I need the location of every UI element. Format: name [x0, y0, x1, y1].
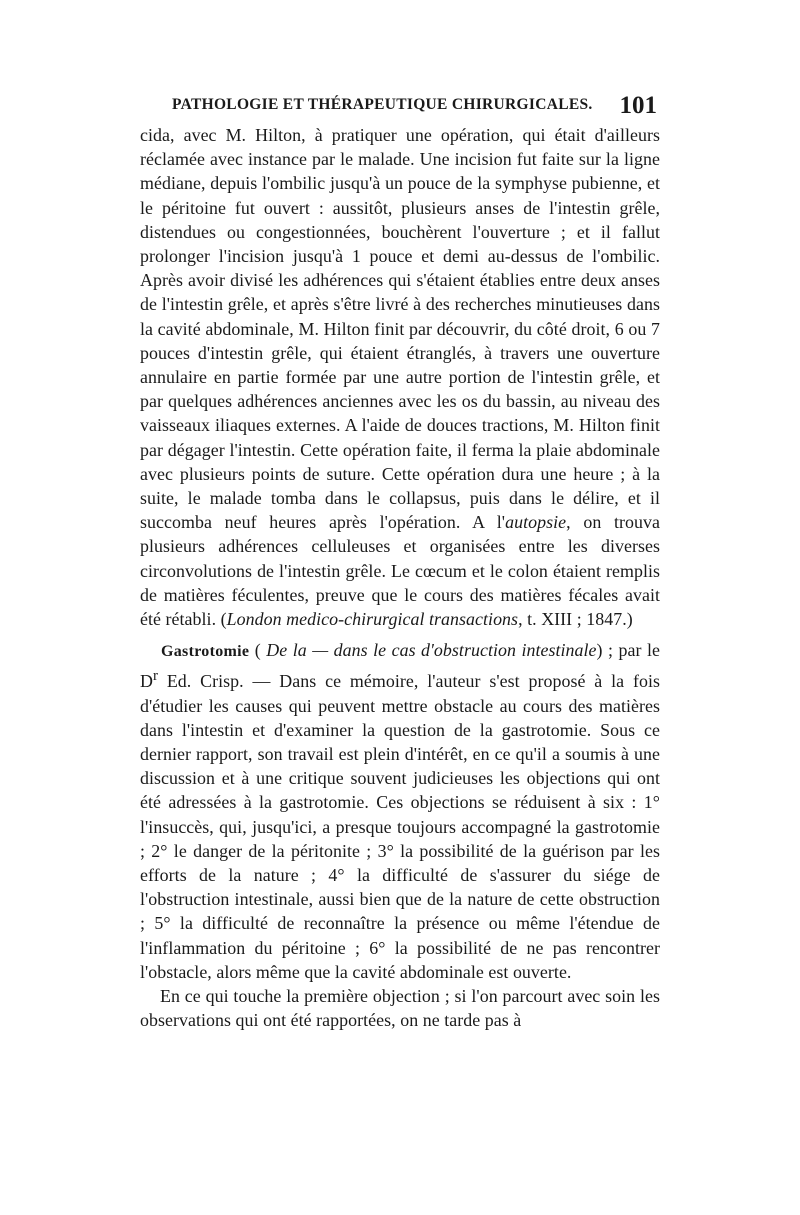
running-header — [172, 92, 657, 122]
paragraph-hilton-case — [140, 123, 660, 631]
paragraph-text: , on trouva plusieurs adhérences celluleuses et organisées entre les diverses circonvolutions de l'intestin grêle. Le cœcum et le colon étaient remplis de matières féculentes, preuve que le cours des matières fécales avait été rétabli. ( — [140, 512, 660, 630]
paragraph-text: En ce qui touche la première objection ; si l'on parcourt avec soin les observations qui ont été rapportées, on ne tarde pas à — [140, 986, 660, 1031]
paragraph-text: Ed. Crisp. — Dans ce mémoire, l'auteur s'est proposé à la fois d'étudier les causes qui peuvent mettre obstacle au cours des matières dans l'intestin et d'examiner la question de la gastrotomie. Sous ce dernier rapport, son travail est plein d'intérêt, en ce qu'il a soumis à une discussion et à une critique souvent judicieuses les objections qui ont été adressées à la gastrotomie. Ces objections se réduisent à six : 1° l'insuccès, qui, jusqu'ici, a presque toujours accompagné la gastrotomie ; 2° le danger de la péritonite ; 3° la possibilité de la guérison par les efforts de la nature ; 4° la difficulté de s'assurer du siége de l'obstruction intestinale, aussi bien que de la nature de cette obstruction ; 5° la difficulté de reconnaître la présence ou même l'étendue de l'inflammation du péritoine ; 6° la possibilité de ne pas rencontrer l'obstacle, alors même que la cavité abdominale est ouverte. — [140, 671, 660, 982]
page-number: 101 — [619, 92, 657, 119]
paragraph-gastrotomie — [140, 638, 660, 984]
doctor-superscript: r — [152, 668, 158, 685]
paragraph-first-objection — [140, 984, 660, 1032]
source-title: London medico-chirurgical transactions — [226, 609, 519, 630]
body-text — [140, 123, 660, 1032]
entry-subtitle: De la — dans le cas d'obstruction intestinale — [266, 640, 597, 661]
running-title: PATHOLOGIE ET THÉRAPEUTIQUE CHIRURGICALES. — [172, 96, 593, 113]
paragraph-text: ) ; par le D — [140, 640, 660, 692]
paragraph-text: cida, avec M. Hilton, à pratiquer une opération, qui était d'ailleurs réclamée avec instance par le malade. Une incision fut faite sur la ligne médiane, depuis l'ombilic jusqu'à un pouce de la symphyse pubienne, et le péritoine fut ouvert : aussitôt, plusieurs anses de l'intestin grêle, distendues ou congestionnées, bouchèrent l'ouverture ; et il fallut prolonger l'incision jusqu'à 1 pouce et demi au-dessus de l'ombilic. Après avoir divisé les adhérences qui s'étaient établies entre deux anses de l'intestin grêle, et après s'être livré à des recherches minutieuses dans la cavité abdominale, M. Hilton finit par découvrir, du côté droit, 6 ou 7 pouces d'intestin grêle, qui étaient étranglés, à travers une ouverture annulaire en partie formée par une autre portion de l'intestin grêle, et par quelques adhérences anciennes avec les os du bassin, au niveau des vaisseaux iliaques externes. A l'aide de douces tractions, M. Hilton finit par dégager l'intestin. Cette opération faite, il ferma la plaie abdominale avec plusieurs points de suture. Cette opération dura une heure ; à la suite, le malade tomba dans le collapsus, puis dans le délire, et il succomba neuf heures après l'opération. A l' — [140, 125, 660, 533]
entry-term: Gastrotomie — [161, 643, 250, 661]
paragraph-text: ( — [249, 640, 267, 661]
source-reference: , t. XIII ; 1847.) — [518, 609, 633, 630]
autopsie-italic: autopsie — [505, 512, 567, 533]
